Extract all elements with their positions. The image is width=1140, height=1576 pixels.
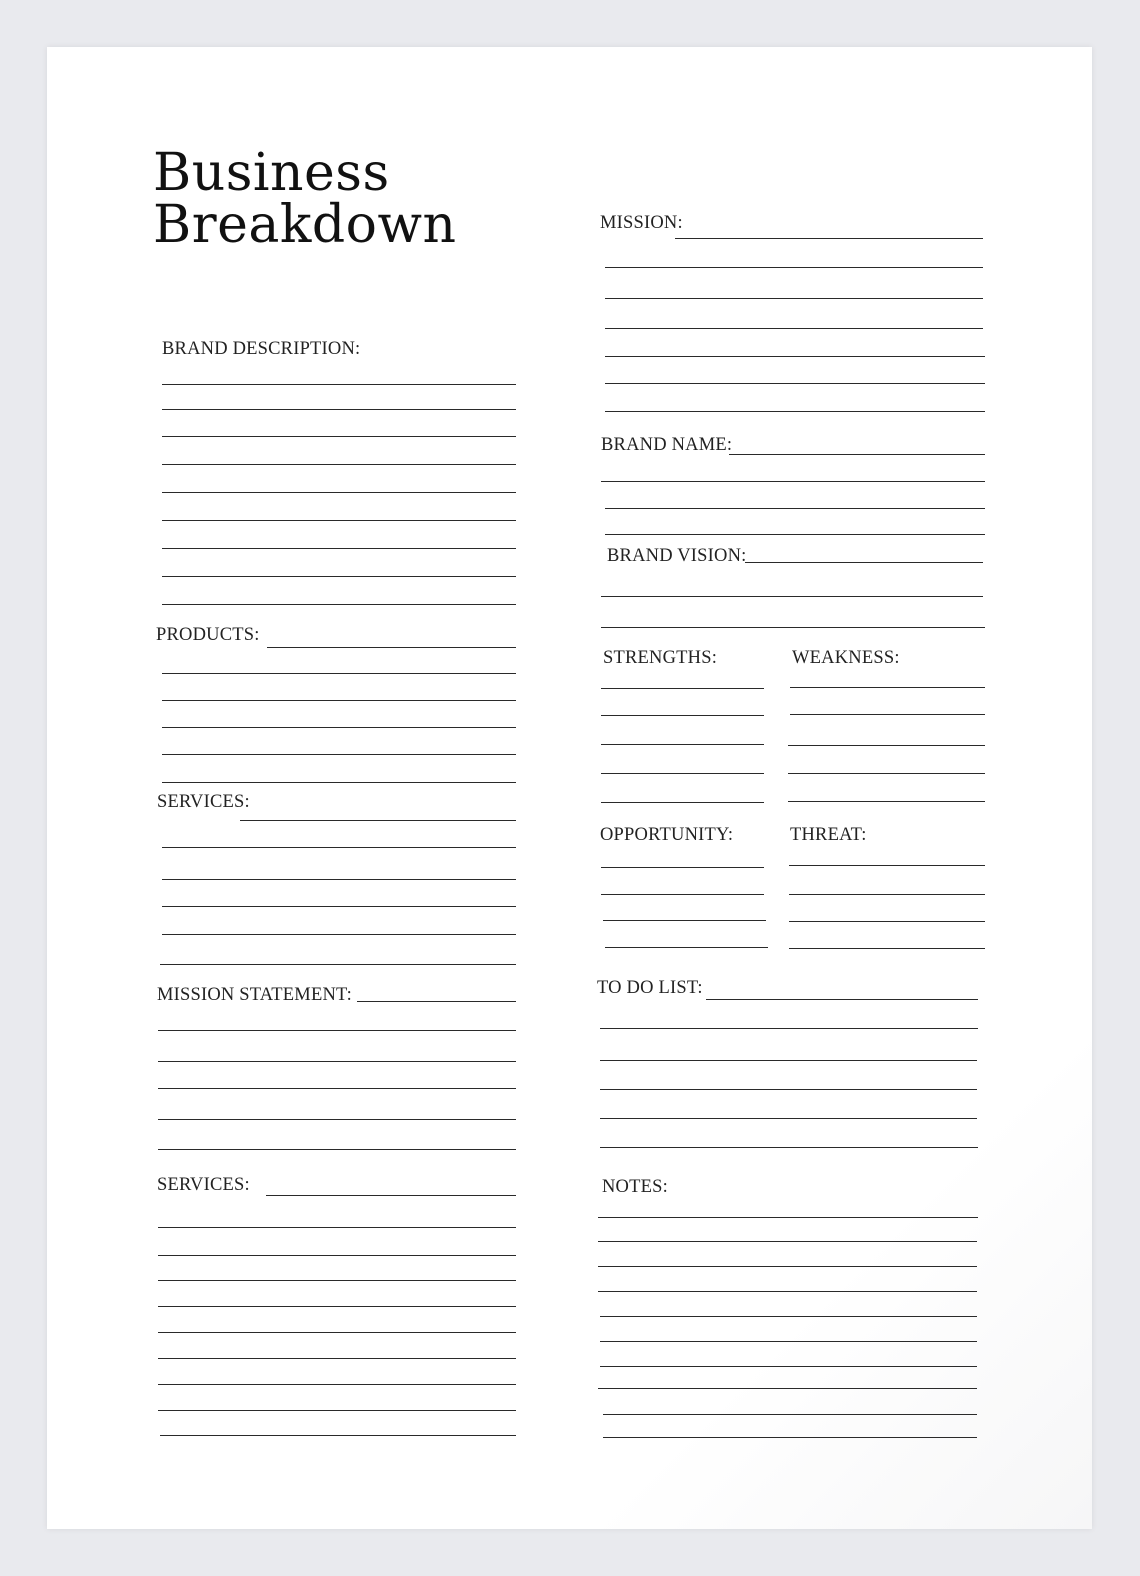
brand-description-line xyxy=(162,604,516,605)
products-line xyxy=(162,754,516,755)
brand-name-line xyxy=(605,508,985,509)
services-line xyxy=(240,820,516,821)
weakness-line xyxy=(790,687,985,688)
notes-line xyxy=(598,1217,978,1218)
mission-line xyxy=(605,356,985,357)
brand-description-label: BRAND DESCRIPTION: xyxy=(162,339,361,359)
notes-line xyxy=(598,1266,977,1267)
worksheet-page xyxy=(47,47,1092,1529)
services-line-2 xyxy=(158,1332,516,1333)
services-line-2 xyxy=(158,1227,516,1228)
products-line xyxy=(162,727,516,728)
notes-line xyxy=(598,1388,977,1389)
strengths-line xyxy=(601,715,764,716)
services-line-2 xyxy=(158,1358,516,1359)
mission-line xyxy=(675,238,983,239)
services-line-2 xyxy=(266,1195,516,1196)
brand-vision-line xyxy=(601,596,983,597)
threat-line xyxy=(789,948,985,949)
services-line xyxy=(162,847,516,848)
page-title xyxy=(153,143,457,255)
todo-list-label: TO DO LIST: xyxy=(597,978,703,998)
mission-statement-line xyxy=(158,1088,516,1089)
brand-description-line xyxy=(162,409,516,410)
brand-name-label: BRAND NAME: xyxy=(601,435,733,455)
notes-line xyxy=(603,1414,977,1415)
services-label-1: SERVICES: xyxy=(157,792,250,812)
title-line-1: Business xyxy=(153,143,390,203)
brand-description-line xyxy=(162,548,516,549)
brand-description-line xyxy=(162,384,516,385)
products-line xyxy=(162,700,516,701)
title-line-2: Breakdown xyxy=(153,195,457,255)
threat-label: THREAT: xyxy=(790,825,867,845)
brand-description-line xyxy=(162,492,516,493)
strengths-line xyxy=(601,688,764,689)
mission-statement-label: MISSION STATEMENT: xyxy=(157,985,352,1005)
brand-description-line xyxy=(162,576,516,577)
todo-line xyxy=(600,1028,978,1029)
notes-line xyxy=(600,1341,977,1342)
mission-statement-line xyxy=(158,1149,516,1150)
opportunity-line xyxy=(601,867,764,868)
services-line xyxy=(162,906,516,907)
brand-description-line xyxy=(162,520,516,521)
mission-line xyxy=(605,298,983,299)
mission-label: MISSION: xyxy=(600,213,683,233)
weakness-line xyxy=(788,801,985,802)
mission-line xyxy=(605,267,983,268)
mission-line xyxy=(605,328,983,329)
threat-line xyxy=(789,865,985,866)
weakness-line xyxy=(790,714,985,715)
weakness-line xyxy=(788,773,985,774)
opportunity-line xyxy=(605,947,768,948)
weakness-line xyxy=(788,745,985,746)
strengths-line xyxy=(601,802,764,803)
products-line xyxy=(162,782,516,783)
mission-statement-line xyxy=(158,1030,516,1031)
mission-statement-line xyxy=(357,1001,516,1002)
services-line-2 xyxy=(158,1280,516,1281)
weakness-label: WEAKNESS: xyxy=(792,648,900,668)
notes-line xyxy=(598,1241,977,1242)
mission-line xyxy=(605,383,985,384)
products-label: PRODUCTS: xyxy=(156,625,260,645)
services-line-2 xyxy=(158,1255,516,1256)
services-line-2 xyxy=(158,1384,516,1385)
products-line xyxy=(162,673,516,674)
strengths-line xyxy=(601,773,764,774)
notes-line xyxy=(598,1291,977,1292)
services-line xyxy=(162,879,516,880)
strengths-line xyxy=(601,744,764,745)
strengths-label: STRENGTHS: xyxy=(603,648,718,668)
todo-line xyxy=(706,999,978,1000)
threat-line xyxy=(789,894,985,895)
todo-line xyxy=(600,1118,977,1119)
notes-line xyxy=(603,1437,977,1438)
opportunity-line xyxy=(603,920,766,921)
brand-name-line xyxy=(729,454,985,455)
brand-vision-label: BRAND VISION: xyxy=(607,546,747,566)
notes-label: NOTES: xyxy=(602,1177,668,1197)
services-line-2 xyxy=(158,1410,516,1411)
services-line xyxy=(162,934,516,935)
services-line-2 xyxy=(160,1435,516,1436)
notes-line xyxy=(600,1316,977,1317)
brand-vision-line xyxy=(745,562,983,563)
products-line xyxy=(267,647,516,648)
opportunity-line xyxy=(601,894,764,895)
services-label-2: SERVICES: xyxy=(157,1175,250,1195)
brand-description-line xyxy=(162,436,516,437)
todo-line xyxy=(600,1060,977,1061)
brand-name-line xyxy=(605,534,985,535)
todo-line xyxy=(600,1089,977,1090)
opportunity-label: OPPORTUNITY: xyxy=(600,825,734,845)
todo-line xyxy=(600,1147,978,1148)
mission-statement-line xyxy=(158,1061,516,1062)
mission-line xyxy=(605,411,985,412)
brand-vision-line xyxy=(601,627,985,628)
threat-line xyxy=(789,921,985,922)
services-line-2 xyxy=(158,1306,516,1307)
brand-description-line xyxy=(162,464,516,465)
services-line xyxy=(160,964,516,965)
notes-line xyxy=(600,1366,977,1367)
mission-statement-line xyxy=(158,1119,516,1120)
brand-name-line xyxy=(601,481,985,482)
